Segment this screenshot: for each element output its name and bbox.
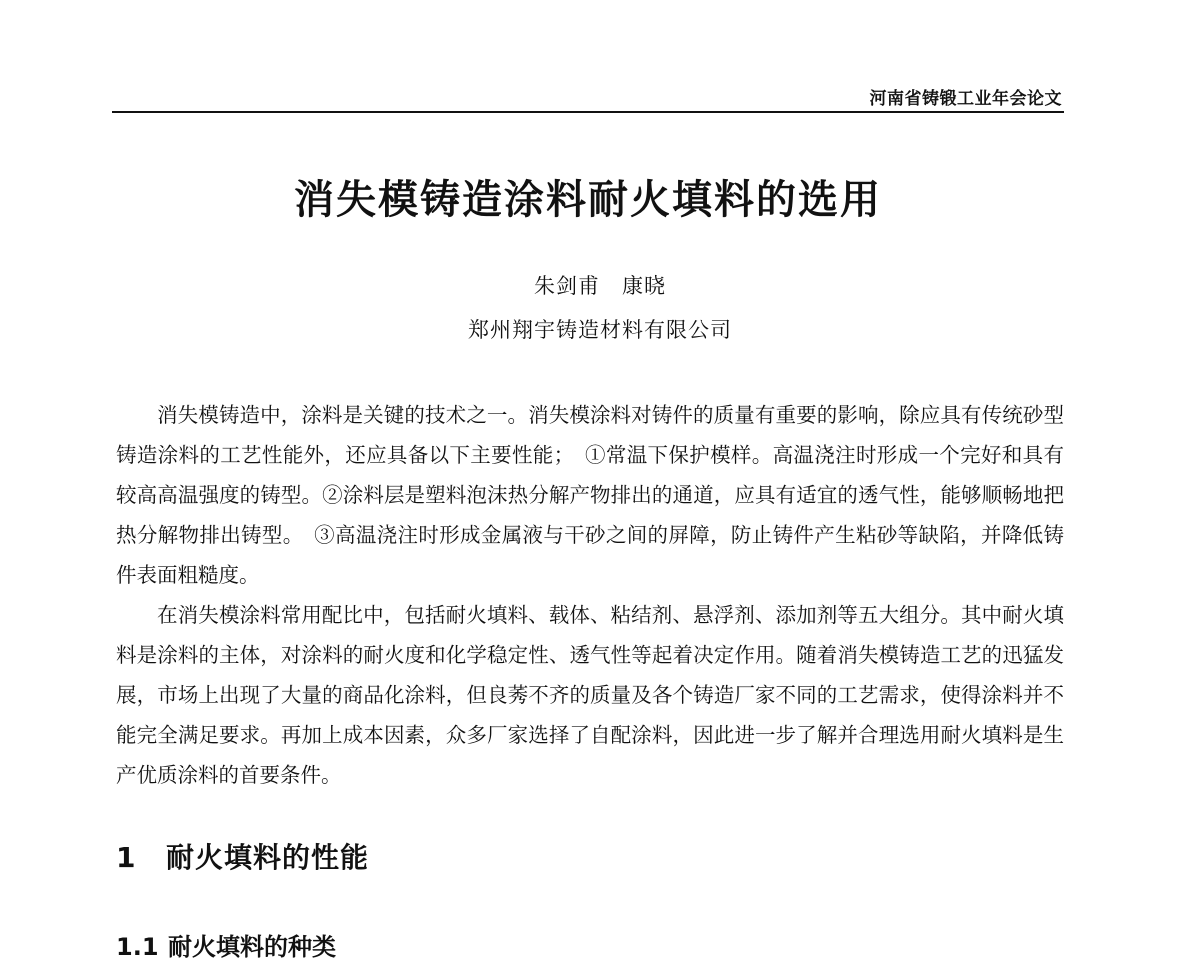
paper-title: 消失模铸造涂料耐火填料的选用 [294, 177, 882, 223]
affiliation: 郑州翔宇铸造材料有限公司 [468, 318, 732, 342]
paragraph-1: 消失模铸造中，涂料是关键的技术之一。消失模涂料对铸件的质量有重要的影响，除应具有传统砂型铸造涂料的工艺性能外，还应具备以下主要性能； ①常温下保护模样。高温浇注时形成一个完好和具有较高高温强度的铸型。②涂料层是塑料泡沫热分解产物排出的通道，应具有适宜的透气性，能够顺畅地把热分解物排出铸型。 ③高温浇注时形成金属液与干砂之间的屏障，防止铸件产生粘砂等缺陷，并降低铸件表面粗糙度。 [116, 403, 1064, 587]
section-title: 耐火填料的性能 [166, 841, 370, 874]
section-heading [116, 836, 369, 876]
subsection-title: 耐火填料的种类 [168, 933, 336, 961]
paragraph-2: 在消失模涂料常用配比中，包括耐火填料、载体、粘结剂、悬浮剂、添加剂等五大组分。其中耐火填料是涂料的主体，对涂料的耐火度和化学稳定性、透气性等起着决定作用。随着消失模铸造工艺的迅猛发展，市场上出现了大量的商品化涂料，但良莠不齐的质量及各个铸造厂家不同的工艺需求，使得涂料并不能完全满足要求。再加上成本因素，众多厂家选择了自配涂料，因此进一步了解并合理选用耐火填料是生产优质涂料的首要条件。 [116, 603, 1064, 787]
header-rule [112, 111, 1064, 113]
subsection-heading [116, 927, 336, 962]
running-header: 河南省铸锻工业年会论文 [869, 89, 1062, 109]
section-number: 1 [116, 841, 137, 874]
body-text [116, 395, 1064, 795]
subsection-number: 1.1 [116, 933, 159, 961]
authors: 朱剑甫 康晓 [534, 274, 666, 298]
